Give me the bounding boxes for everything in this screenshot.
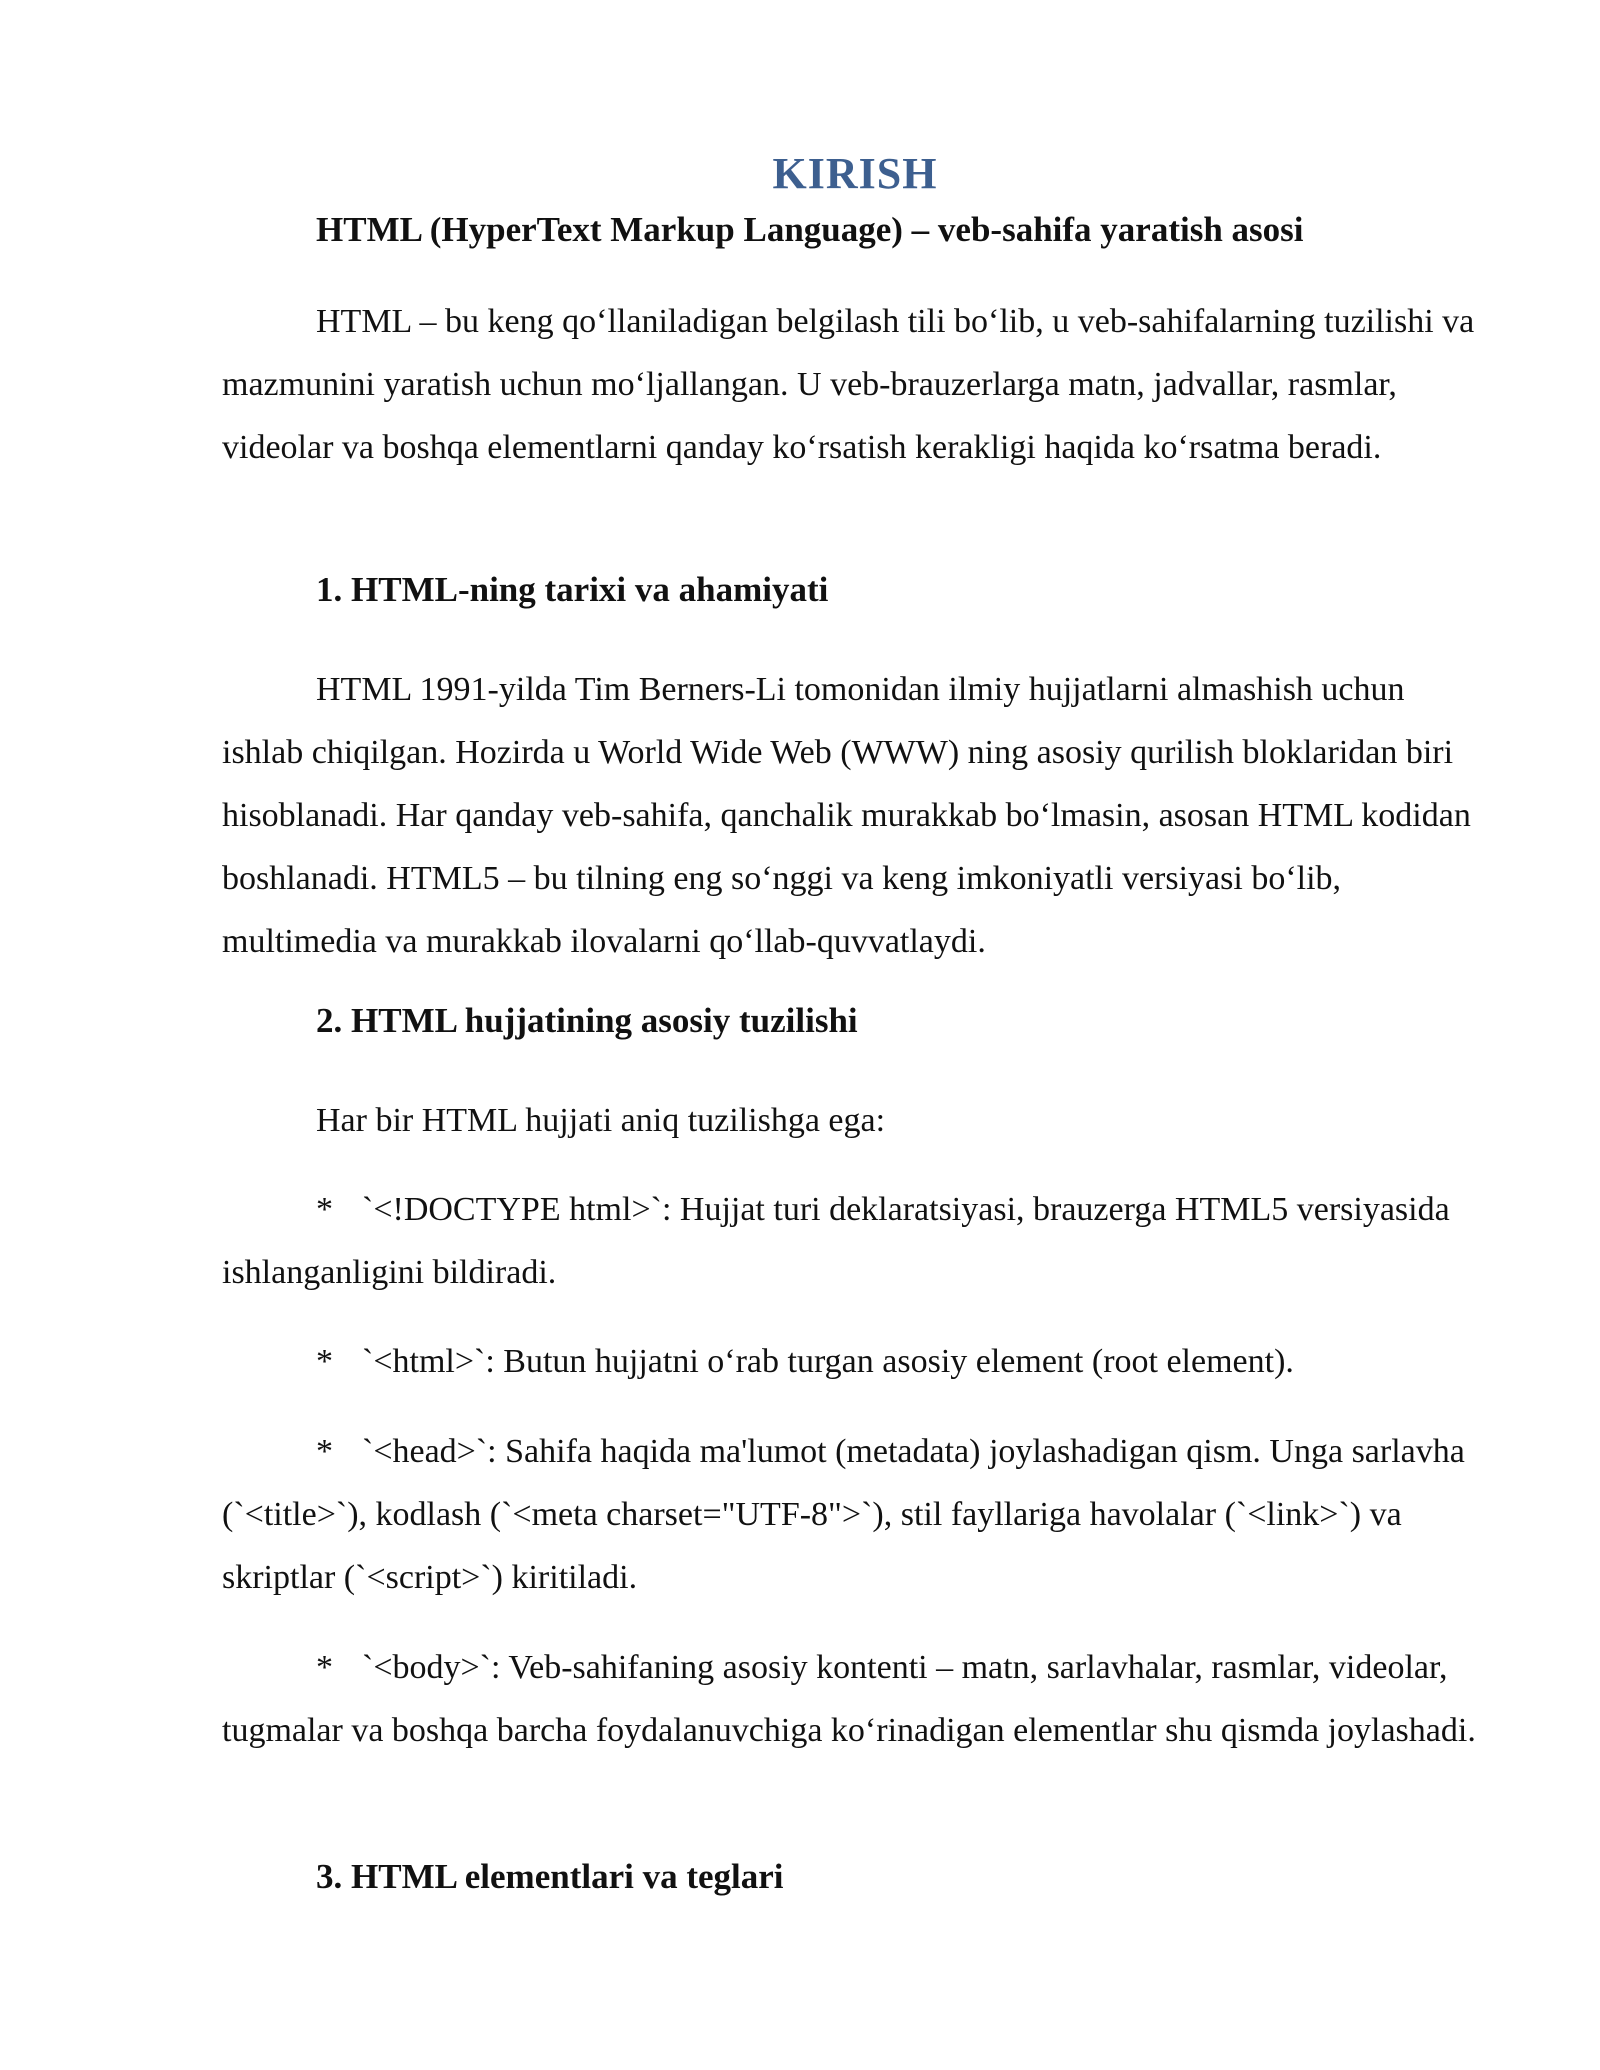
bullet-item <box>222 1178 1482 1304</box>
bullet-text: `<html>`: Butun hujjatni o‘rab turgan asosiy element (root element). <box>362 1343 1294 1380</box>
bullet-mark: * <box>316 1343 333 1380</box>
bullet-text: `<!DOCTYPE html>`: Hujjat turi deklaratsiyasi, brauzerga HTML5 versiyasida ishlanganligini bildiradi. <box>222 1191 1450 1291</box>
bullet-item <box>222 1636 1482 1762</box>
bullet-item <box>222 1420 1482 1609</box>
section1-heading: 1. HTML-ning tarixi va ahamiyati <box>316 570 829 609</box>
bullet-text: `<body>`: Veb-sahifaning asosiy kontenti – matn, sarlavhalar, rasmlar, videolar, tugmalar va boshqa barcha foydalanuvchiga ko‘rinadigan elementlar shu qismda joylashadi. <box>222 1649 1476 1749</box>
section1-paragraph: HTML 1991-yilda Tim Berners-Li tomonidan ilmiy hujjatlarni almashish uchun ishlab chiqilgan. Hozirda u World Wide Web (WWW) ning asosiy qurilish bloklaridan biri hisoblanadi. Har qanday veb-sahifa, qanchalik murakkab bo‘lmasin, asosan HTML kodidan boshlanadi. HTML5 – bu tilning eng so‘nggi va keng imkoniyatli versiyasi bo‘lib, multimedia va murakkab ilovalarni qo‘llab-quvvatlaydi. <box>222 671 1471 960</box>
bullet-mark: * <box>316 1433 333 1470</box>
section2-intro: Har bir HTML hujjati aniq tuzilishga ega: <box>316 1102 886 1139</box>
document-subtitle: HTML (HyperText Markup Language) – veb-sahifa yaratish asosi <box>316 210 1304 249</box>
section3-heading: 3. HTML elementlari va teglari <box>316 1857 784 1896</box>
section2-heading: 2. HTML hujjatining asosiy tuzilishi <box>316 1001 858 1040</box>
intro-paragraph: HTML – bu keng qo‘llaniladigan belgilash tili bo‘lib, u veb-sahifalarning tuzilishi va mazmunini yaratish uchun mo‘ljallangan. U veb-brauzerlarga matn, jadvallar, rasmlar, videolar va boshqa elementlarni qanday ko‘rsatish kerakligi haqida ko‘rsatma beradi. <box>222 303 1475 466</box>
bullet-mark: * <box>316 1649 333 1686</box>
bullet-mark: * <box>316 1191 333 1228</box>
document-title: KIRISH <box>772 149 938 198</box>
bullet-text: `<head>`: Sahifa haqida ma'lumot (metadata) joylashadigan qism. Unga sarlavha (`<title>`), kodlash (`<meta charset="UTF-8">`), stil fayllariga havolalar (`<link>`) va skriptlar (`<script>`) kiritiladi. <box>222 1433 1465 1596</box>
bullet-item <box>222 1330 1482 1393</box>
